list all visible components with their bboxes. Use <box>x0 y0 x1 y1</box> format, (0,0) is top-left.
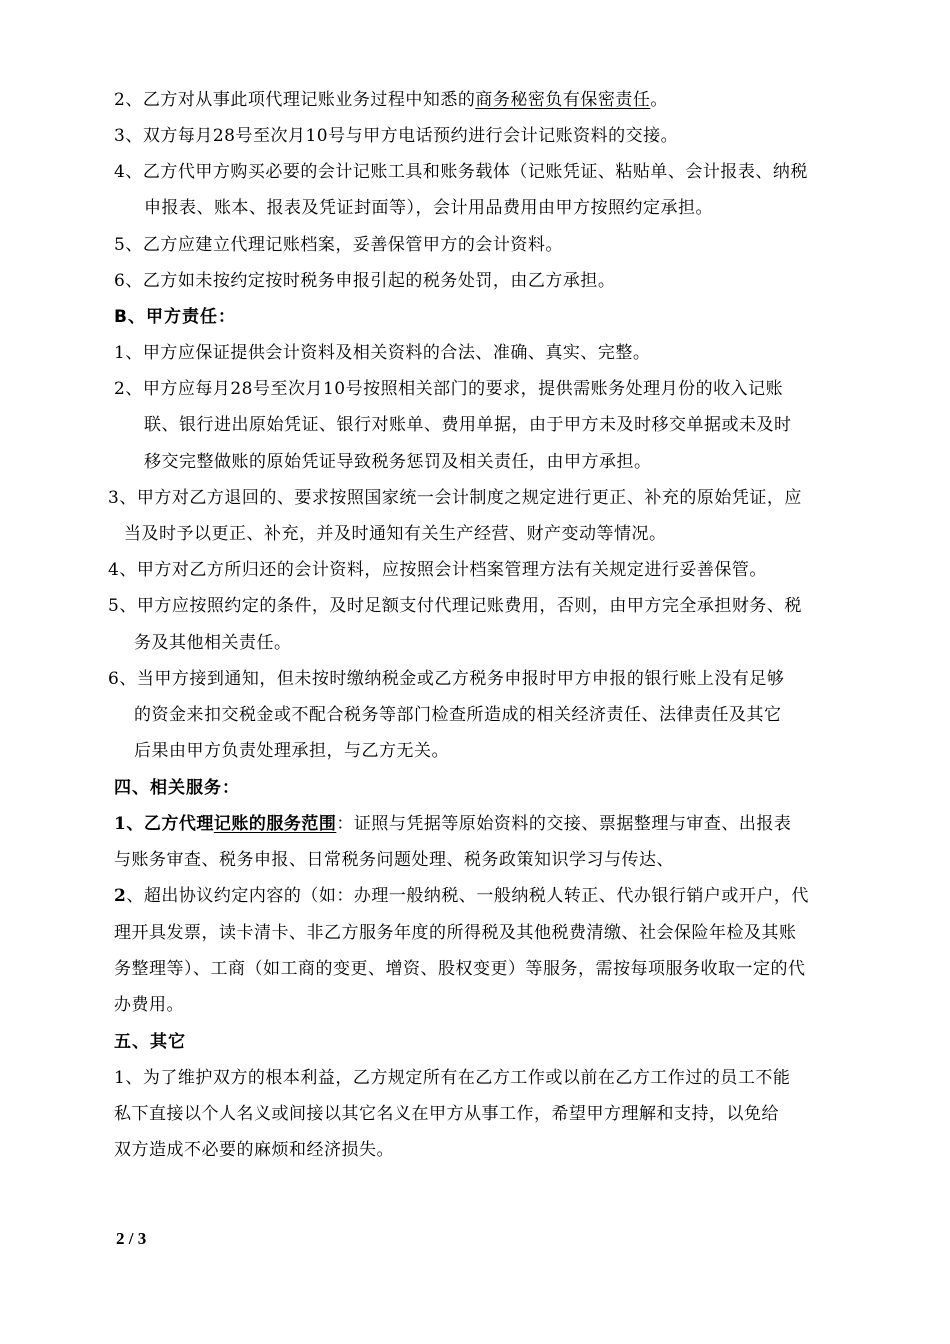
s4-item-1-line-1 <box>114 812 791 836</box>
a-item-6: 6、乙方如未按约定按时税务申报引起的税务处罚，由乙方承担。 <box>114 271 616 291</box>
a-item-2-suffix: 。 <box>650 90 668 110</box>
page-number: 2 / 3 <box>116 1229 147 1248</box>
b-item-5-line-1: 5、甲方应按照约定的条件，及时足额支付代理记账费用，否则，由甲方完全承担财务、税 <box>108 596 802 616</box>
a-item-2-prefix: 2、乙方对从事此项代理记账业务过程中知悉的 <box>114 90 476 110</box>
s4-item-1-number: 1 <box>114 814 127 834</box>
b-item-3-line-2: 当及时予以更正、补充，并及时通知有关生产经营、财产变动等情况。 <box>124 524 667 544</box>
section-4-heading: 四、相关服务： <box>114 778 240 798</box>
a-item-2 <box>114 88 668 112</box>
s4-item-1-label: 记账的服务范围 <box>213 814 337 834</box>
b-item-5-line-2: 务及其他相关责任。 <box>134 633 292 653</box>
a-item-3: 3、双方每月28号至次月10号与甲方电话预约进行会计记账资料的交接。 <box>114 126 679 146</box>
s4-item-1-mid: 、乙方代理 <box>126 814 214 834</box>
s5-item-1-line-2: 私下直接以个人名义或间接以其它名义在甲方从事工作，希望甲方理解和支持，以免给 <box>114 1104 779 1124</box>
s4-item-2-line-4: 办费用。 <box>114 995 184 1015</box>
s4-item-2-line-1 <box>114 884 809 908</box>
s4-item-1-line-2: 与账务审查、税务申报、日常税务问题处理、税务政策知识学习与传达、 <box>114 850 674 870</box>
b-item-3-line-1: 3、甲方对乙方退回的、要求按照国家统一会计制度之规定进行更正、补充的原始凭证，应 <box>108 488 802 508</box>
a-item-2-underlined: 商务秘密负有保密责任 <box>475 90 651 110</box>
s4-item-2-number: 2 <box>114 886 127 906</box>
s5-item-1-line-3: 双方造成不必要的麻烦和经济损失。 <box>114 1140 394 1160</box>
a-item-4-line-1: 4、乙方代甲方购买必要的会计记账工具和账务载体（记账凭证、粘贴单、会计报表、纳税 <box>114 162 808 182</box>
b-item-2-line-1: 2、甲方应每月28号至次月10号按照相关部门的要求，提供需账务处理月份的收入记账 <box>114 379 784 399</box>
b-item-4: 4、甲方对乙方所归还的会计资料，应按照会计档案管理方法有关规定进行妥善保管。 <box>108 560 767 580</box>
b-item-1: 1、甲方应保证提供会计资料及相关资料的合法、准确、真实、完整。 <box>114 343 651 363</box>
section-b-heading: B、甲方责任： <box>114 307 236 327</box>
b-item-2-line-2: 联、银行进出原始凭证、银行对账单、费用单据，由于甲方未及时移交单据或未及时 <box>144 415 792 435</box>
s4-item-1-text: ：证照与凭据等原始资料的交接、票据整理与审查、出报表 <box>336 814 792 834</box>
s5-item-1-line-1: 1、为了维护双方的根本利益，乙方规定所有在乙方工作或以前在乙方工作过的员工不能 <box>114 1068 791 1088</box>
b-item-6-line-1: 6、当甲方接到通知，但未按时缴纳税金或乙方税务申报时甲方申报的银行账上没有足够 <box>108 669 785 689</box>
section-5-heading: 五、其它 <box>114 1032 186 1052</box>
s4-item-2-line-3: 务整理等）、工商（如工商的变更、增资、股权变更）等服务，需按每项服务收取一定的代 <box>114 959 806 979</box>
a-item-4-line-2: 申报表、账本、报表及凭证封面等），会计用品费用由甲方按照约定承担。 <box>144 198 713 218</box>
b-item-2-line-3: 移交完整做账的原始凭证导致税务惩罚及相关责任，由甲方承担。 <box>144 452 652 472</box>
b-item-6-line-2: 的资金来扣交税金或不配合税务等部门检查所造成的相关经济责任、法律责任及其它 <box>134 705 782 725</box>
b-item-6-line-3: 后果由甲方负责处理承担，与乙方无关。 <box>134 741 449 761</box>
s4-item-2-line-2: 理开具发票，读卡清卡、非乙方服务年度的所得税及其他税费清缴、社会保险年检及其账 <box>114 923 797 943</box>
a-item-5: 5、乙方应建立代理记账档案，妥善保管甲方的会计资料。 <box>114 235 563 255</box>
s4-item-2-text: 、超出协议约定内容的（如：办理一般纳税、一般纳税人转正、代办银行销户或开户，代 <box>126 886 809 906</box>
